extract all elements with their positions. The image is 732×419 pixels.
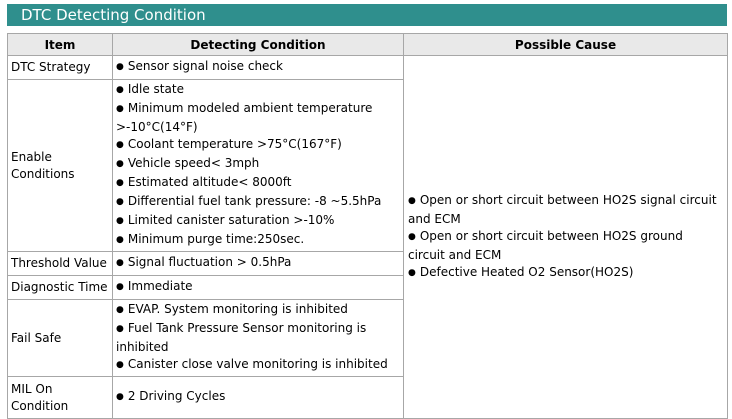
possible-cause-cell: [404, 56, 728, 419]
condition-bullet: ● Differential fuel tank pressure: -8 ~5.5hPa: [116, 193, 400, 212]
condition-cell: [113, 377, 404, 419]
item-cell: Fail Safe: [8, 300, 113, 377]
condition-bullet: ● Minimum modeled ambient temperature >-10°C(14°F): [116, 100, 400, 136]
condition-bullet: ● Estimated altitude< 8000ft: [116, 174, 400, 193]
condition-bullet: ● Canister close valve monitoring is inhibited: [116, 356, 400, 375]
condition-bullet: ● EVAP. System monitoring is inhibited: [116, 301, 400, 320]
condition-cell: [113, 300, 404, 377]
dtc-table: [7, 33, 728, 419]
condition-cell: [113, 80, 404, 252]
condition-bullet: ● Fuel Tank Pressure Sensor monitoring is inhibited: [116, 320, 400, 356]
item-cell: MIL On Condition: [8, 377, 113, 419]
condition-cell: [113, 56, 404, 80]
condition-bullet: ● Coolant temperature >75°C(167°F): [116, 136, 400, 155]
cause-bullet: ● Open or short circuit between HO2S signal circuit and ECM: [408, 192, 721, 228]
item-cell: Diagnostic Time: [8, 276, 113, 300]
cause-bullet: ● Defective Heated O2 Sensor(HO2S): [408, 264, 721, 283]
condition-bullet: ● Idle state: [116, 81, 400, 100]
item-cell: Enable Conditions: [8, 80, 113, 252]
header-item: Item: [8, 34, 113, 56]
table-header-row: [8, 34, 728, 56]
item-cell: Threshold Value: [8, 252, 113, 276]
condition-bullet: ● 2 Driving Cycles: [116, 388, 400, 407]
condition-cell: [113, 252, 404, 276]
section-title: DTC Detecting Condition: [7, 4, 727, 26]
table-row: [8, 56, 728, 80]
condition-bullet: ● Minimum purge time:250sec.: [116, 231, 400, 250]
condition-bullet: ● Vehicle speed< 3mph: [116, 155, 400, 174]
condition-bullet: ● Sensor signal noise check: [116, 58, 400, 77]
condition-bullet: ● Immediate: [116, 278, 400, 297]
header-detecting-condition: Detecting Condition: [113, 34, 404, 56]
condition-cell: [113, 276, 404, 300]
cause-bullet: ● Open or short circuit between HO2S ground circuit and ECM: [408, 228, 721, 264]
condition-bullet: ● Signal fluctuation > 0.5hPa: [116, 254, 400, 273]
item-cell: DTC Strategy: [8, 56, 113, 80]
header-possible-cause: Possible Cause: [404, 34, 728, 56]
condition-bullet: ● Limited canister saturation >-10%: [116, 212, 400, 231]
